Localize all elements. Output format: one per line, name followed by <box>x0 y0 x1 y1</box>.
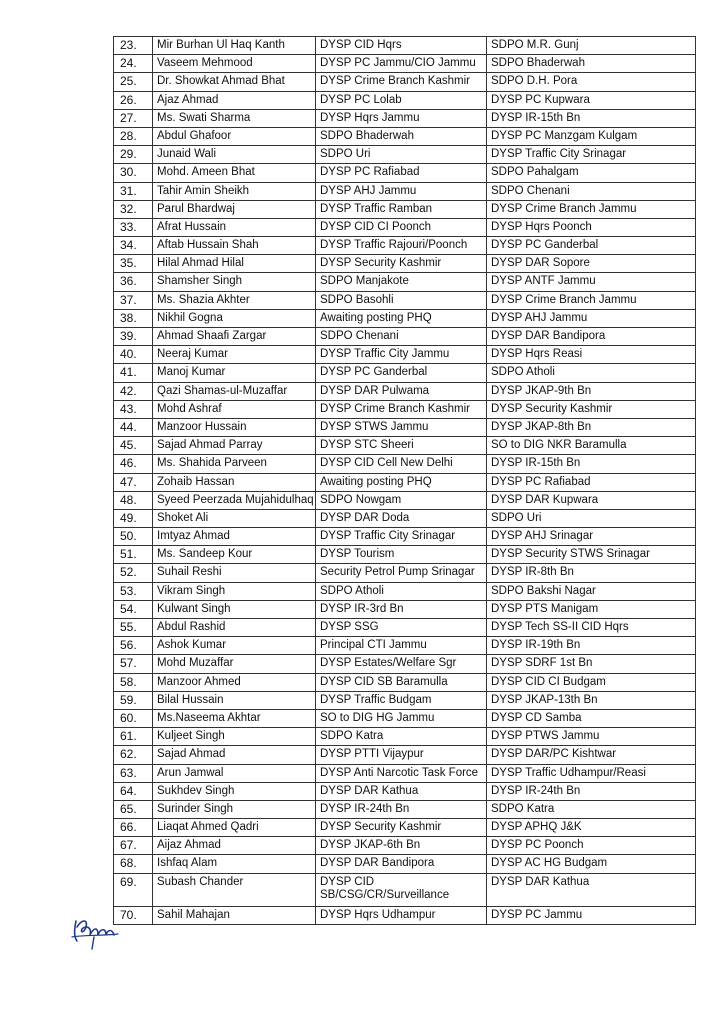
table-row <box>114 346 696 364</box>
present-posting: DYSP DAR Bandipora <box>316 855 487 873</box>
present-posting: DYSP Crime Branch Kashmir <box>316 400 487 418</box>
new-posting: SDPO Katra <box>487 800 696 818</box>
transfer-table <box>113 36 696 925</box>
table-row <box>114 764 696 782</box>
new-posting: DYSP PC Poonch <box>487 837 696 855</box>
serial-number: 51. <box>114 546 153 564</box>
new-posting: DYSP PC Manzgam Kulgam <box>487 127 696 145</box>
table-row <box>114 800 696 818</box>
new-posting: DYSP DAR Kupwara <box>487 491 696 509</box>
serial-number: 33. <box>114 218 153 236</box>
table-row <box>114 291 696 309</box>
serial-number: 52. <box>114 564 153 582</box>
new-posting: DYSP APHQ J&K <box>487 819 696 837</box>
officer-name: Mir Burhan Ul Haq Kanth <box>153 37 316 55</box>
table-row <box>114 364 696 382</box>
serial-number: 47. <box>114 473 153 491</box>
table-row <box>114 528 696 546</box>
new-posting: DYSP PC Ganderbal <box>487 237 696 255</box>
new-posting: SDPO M.R. Gunj <box>487 37 696 55</box>
table-row <box>114 473 696 491</box>
present-posting: DYSP Estates/Welfare Sgr <box>316 655 487 673</box>
present-posting: DYSP CID SB Baramulla <box>316 673 487 691</box>
serial-number: 41. <box>114 364 153 382</box>
officer-name: Arun Jamwal <box>153 764 316 782</box>
present-posting: DYSP DAR Doda <box>316 509 487 527</box>
new-posting: DYSP JKAP-8th Bn <box>487 418 696 436</box>
present-posting: DYSP Crime Branch Kashmir <box>316 73 487 91</box>
present-posting: DYSP DAR Kathua <box>316 782 487 800</box>
table-row <box>114 673 696 691</box>
table-row <box>114 546 696 564</box>
table-row <box>114 819 696 837</box>
serial-number: 63. <box>114 764 153 782</box>
table-row <box>114 637 696 655</box>
officer-name: Kuljeet Singh <box>153 728 316 746</box>
officer-name: Vaseem Mehmood <box>153 55 316 73</box>
new-posting: DYSP PC Kupwara <box>487 91 696 109</box>
serial-number: 45. <box>114 437 153 455</box>
serial-number: 42. <box>114 382 153 400</box>
officer-name: Aftab Hussain Shah <box>153 237 316 255</box>
serial-number: 48. <box>114 491 153 509</box>
table-row <box>114 109 696 127</box>
table-row <box>114 309 696 327</box>
new-posting: SDPO Chenani <box>487 182 696 200</box>
present-posting: DYSP SSG <box>316 619 487 637</box>
table-row <box>114 437 696 455</box>
officer-name: Aijaz Ahmad <box>153 837 316 855</box>
table-row <box>114 746 696 764</box>
new-posting: DYSP IR-19th Bn <box>487 637 696 655</box>
serial-number: 65. <box>114 800 153 818</box>
serial-number: 54. <box>114 600 153 618</box>
table-row <box>114 855 696 873</box>
serial-number: 53. <box>114 582 153 600</box>
table-row <box>114 91 696 109</box>
table-row <box>114 182 696 200</box>
transfer-table-body <box>114 37 696 925</box>
table-row <box>114 564 696 582</box>
table-row <box>114 455 696 473</box>
table-row <box>114 491 696 509</box>
officer-name: Abdul Ghafoor <box>153 127 316 145</box>
serial-number: 39. <box>114 328 153 346</box>
officer-name: Suhail Reshi <box>153 564 316 582</box>
present-posting: SDPO Bhaderwah <box>316 127 487 145</box>
new-posting: DYSP Traffic City Srinagar <box>487 146 696 164</box>
officer-name: Liaqat Ahmed Qadri <box>153 819 316 837</box>
serial-number: 27. <box>114 109 153 127</box>
officer-name: Mohd Muzaffar <box>153 655 316 673</box>
officer-name: Manzoor Ahmed <box>153 673 316 691</box>
serial-number: 31. <box>114 182 153 200</box>
serial-number: 69. <box>114 873 153 906</box>
table-row <box>114 873 696 906</box>
new-posting: DYSP Security Kashmir <box>487 400 696 418</box>
table-row <box>114 782 696 800</box>
new-posting: DYSP PC Jammu <box>487 906 696 924</box>
new-posting: DYSP PTS Manigam <box>487 600 696 618</box>
serial-number: 24. <box>114 55 153 73</box>
officer-name: Afrat Hussain <box>153 218 316 236</box>
officer-name: Bilal Hussain <box>153 691 316 709</box>
new-posting: SDPO Atholi <box>487 364 696 382</box>
officer-name: Manoj Kumar <box>153 364 316 382</box>
serial-number: 36. <box>114 273 153 291</box>
serial-number: 44. <box>114 418 153 436</box>
serial-number: 46. <box>114 455 153 473</box>
officer-name: Hilal Ahmad Hilal <box>153 255 316 273</box>
present-posting: DYSP STWS Jammu <box>316 418 487 436</box>
officer-name: Ms.Naseema Akhtar <box>153 709 316 727</box>
table-row <box>114 237 696 255</box>
serial-number: 38. <box>114 309 153 327</box>
serial-number: 56. <box>114 637 153 655</box>
officer-name: Sajad Ahmad Parray <box>153 437 316 455</box>
officer-name: Abdul Rashid <box>153 619 316 637</box>
present-posting: DYSP CID Hqrs <box>316 37 487 55</box>
present-posting: DYSP Traffic Rajouri/Poonch <box>316 237 487 255</box>
present-posting: DYSP PC Rafiabad <box>316 164 487 182</box>
officer-name: Vikram Singh <box>153 582 316 600</box>
serial-number: 40. <box>114 346 153 364</box>
new-posting: DYSP Tech SS-II CID Hqrs <box>487 619 696 637</box>
officer-name: Sajad Ahmad <box>153 746 316 764</box>
present-posting: DYSP PC Ganderbal <box>316 364 487 382</box>
table-row <box>114 906 696 924</box>
serial-number: 49. <box>114 509 153 527</box>
present-posting: DYSP Anti Narcotic Task Force <box>316 764 487 782</box>
present-posting: DYSP AHJ Jammu <box>316 182 487 200</box>
new-posting: DYSP AHJ Jammu <box>487 309 696 327</box>
serial-number: 67. <box>114 837 153 855</box>
present-posting: DYSP DAR Pulwama <box>316 382 487 400</box>
table-row <box>114 655 696 673</box>
serial-number: 55. <box>114 619 153 637</box>
present-posting: DYSP CID CI Poonch <box>316 218 487 236</box>
officer-name: Ahmad Shaafi Zargar <box>153 328 316 346</box>
officer-name: Junaid Wali <box>153 146 316 164</box>
officer-name: Manzoor Hussain <box>153 418 316 436</box>
table-row <box>114 218 696 236</box>
new-posting: DYSP CD Samba <box>487 709 696 727</box>
officer-name: Mohd Ashraf <box>153 400 316 418</box>
present-posting: DYSP Hqrs Jammu <box>316 109 487 127</box>
serial-number: 43. <box>114 400 153 418</box>
officer-name: Dr. Showkat Ahmad Bhat <box>153 73 316 91</box>
present-posting: SDPO Uri <box>316 146 487 164</box>
table-row <box>114 709 696 727</box>
serial-number: 37. <box>114 291 153 309</box>
present-posting: Principal CTI Jammu <box>316 637 487 655</box>
present-posting: SDPO Basohli <box>316 291 487 309</box>
officer-name: Imtyaz Ahmad <box>153 528 316 546</box>
table-row <box>114 582 696 600</box>
present-posting: DYSP PTTI Vijaypur <box>316 746 487 764</box>
serial-number: 28. <box>114 127 153 145</box>
officer-name: Syeed Peerzada Mujahidulhaq <box>153 491 316 509</box>
serial-number: 66. <box>114 819 153 837</box>
present-posting: SDPO Nowgam <box>316 491 487 509</box>
serial-number: 60. <box>114 709 153 727</box>
officer-name: Ashok Kumar <box>153 637 316 655</box>
serial-number: 59. <box>114 691 153 709</box>
table-row <box>114 273 696 291</box>
serial-number: 34. <box>114 237 153 255</box>
serial-number: 30. <box>114 164 153 182</box>
present-posting: DYSP CID Cell New Delhi <box>316 455 487 473</box>
new-posting: DYSP SDRF 1st Bn <box>487 655 696 673</box>
new-posting: DYSP Traffic Udhampur/Reasi <box>487 764 696 782</box>
new-posting: DYSP PTWS Jammu <box>487 728 696 746</box>
present-posting: DYSP Traffic Ramban <box>316 200 487 218</box>
present-posting: DYSP Security Kashmir <box>316 819 487 837</box>
officer-name: Shoket Ali <box>153 509 316 527</box>
present-posting: DYSP STC Sheeri <box>316 437 487 455</box>
new-posting: DYSP AC HG Budgam <box>487 855 696 873</box>
officer-name: Surinder Singh <box>153 800 316 818</box>
new-posting: DYSP IR-15th Bn <box>487 109 696 127</box>
table-row <box>114 509 696 527</box>
officer-name: Mohd. Ameen Bhat <box>153 164 316 182</box>
present-posting: SDPO Chenani <box>316 328 487 346</box>
serial-number: 64. <box>114 782 153 800</box>
signature-mark <box>68 907 122 951</box>
present-posting: SDPO Katra <box>316 728 487 746</box>
table-row <box>114 837 696 855</box>
present-posting: DYSP Traffic City Srinagar <box>316 528 487 546</box>
table-row <box>114 146 696 164</box>
new-posting: DYSP PC Rafiabad <box>487 473 696 491</box>
officer-name: Zohaib Hassan <box>153 473 316 491</box>
officer-name: Ms. Sandeep Kour <box>153 546 316 564</box>
officer-name: Qazi Shamas-ul-Muzaffar <box>153 382 316 400</box>
present-posting: DYSP PC Jammu/CIO Jammu <box>316 55 487 73</box>
new-posting: DYSP IR-24th Bn <box>487 782 696 800</box>
table-row <box>114 37 696 55</box>
serial-number: 23. <box>114 37 153 55</box>
present-posting: DYSP Traffic Budgam <box>316 691 487 709</box>
new-posting: DYSP CID CI Budgam <box>487 673 696 691</box>
new-posting: SDPO Bhaderwah <box>487 55 696 73</box>
new-posting: DYSP Hqrs Reasi <box>487 346 696 364</box>
serial-number: 57. <box>114 655 153 673</box>
officer-name: Tahir Amin Sheikh <box>153 182 316 200</box>
officer-name: Ishfaq Alam <box>153 855 316 873</box>
present-posting: SDPO Manjakote <box>316 273 487 291</box>
serial-number: 62. <box>114 746 153 764</box>
officer-name: Ajaz Ahmad <box>153 91 316 109</box>
table-row <box>114 164 696 182</box>
new-posting: DYSP ANTF Jammu <box>487 273 696 291</box>
present-posting: DYSP PC Lolab <box>316 91 487 109</box>
serial-number: 50. <box>114 528 153 546</box>
serial-number: 29. <box>114 146 153 164</box>
present-posting: SDPO Atholi <box>316 582 487 600</box>
present-posting: SO to DIG HG Jammu <box>316 709 487 727</box>
present-posting: Security Petrol Pump Srinagar <box>316 564 487 582</box>
table-row <box>114 418 696 436</box>
table-row <box>114 200 696 218</box>
officer-name: Shamsher Singh <box>153 273 316 291</box>
new-posting: DYSP IR-8th Bn <box>487 564 696 582</box>
serial-number: 70. <box>114 906 153 924</box>
present-posting: DYSP Traffic City Jammu <box>316 346 487 364</box>
new-posting: DYSP JKAP-9th Bn <box>487 382 696 400</box>
new-posting: DYSP Security STWS Srinagar <box>487 546 696 564</box>
new-posting: DYSP AHJ Srinagar <box>487 528 696 546</box>
present-posting: DYSP Hqrs Udhampur <box>316 906 487 924</box>
serial-number: 61. <box>114 728 153 746</box>
new-posting: SDPO Bakshi Nagar <box>487 582 696 600</box>
table-row <box>114 728 696 746</box>
table-row <box>114 691 696 709</box>
table-row <box>114 255 696 273</box>
new-posting: DYSP DAR Bandipora <box>487 328 696 346</box>
table-row <box>114 382 696 400</box>
new-posting: DYSP DAR Sopore <box>487 255 696 273</box>
table-row <box>114 600 696 618</box>
officer-name: Kulwant Singh <box>153 600 316 618</box>
officer-name: Neeraj Kumar <box>153 346 316 364</box>
table-row <box>114 400 696 418</box>
serial-number: 32. <box>114 200 153 218</box>
officer-name: Subash Chander <box>153 873 316 906</box>
table-row <box>114 73 696 91</box>
present-posting: DYSP CID SB/CSG/CR/Surveillance <box>316 873 487 906</box>
present-posting: DYSP JKAP-6th Bn <box>316 837 487 855</box>
serial-number: 26. <box>114 91 153 109</box>
present-posting: DYSP IR-3rd Bn <box>316 600 487 618</box>
serial-number: 58. <box>114 673 153 691</box>
table-row <box>114 328 696 346</box>
officer-name: Ms. Swati Sharma <box>153 109 316 127</box>
new-posting: DYSP Crime Branch Jammu <box>487 200 696 218</box>
officer-name: Sahil Mahajan <box>153 906 316 924</box>
new-posting: DYSP JKAP-13th Bn <box>487 691 696 709</box>
present-posting: DYSP Security Kashmir <box>316 255 487 273</box>
new-posting: SDPO Uri <box>487 509 696 527</box>
new-posting: DYSP DAR Kathua <box>487 873 696 906</box>
table-row <box>114 127 696 145</box>
present-posting: DYSP Tourism <box>316 546 487 564</box>
officer-name: Parul Bhardwaj <box>153 200 316 218</box>
new-posting: DYSP IR-15th Bn <box>487 455 696 473</box>
officer-name: Nikhil Gogna <box>153 309 316 327</box>
serial-number: 25. <box>114 73 153 91</box>
present-posting: DYSP IR-24th Bn <box>316 800 487 818</box>
new-posting: SO to DIG NKR Baramulla <box>487 437 696 455</box>
officer-name: Ms. Shazia Akhter <box>153 291 316 309</box>
present-posting: Awaiting posting PHQ <box>316 309 487 327</box>
serial-number: 35. <box>114 255 153 273</box>
new-posting: SDPO Pahalgam <box>487 164 696 182</box>
new-posting: DYSP Hqrs Poonch <box>487 218 696 236</box>
serial-number: 68. <box>114 855 153 873</box>
table-row <box>114 55 696 73</box>
new-posting: SDPO D.H. Pora <box>487 73 696 91</box>
officer-name: Sukhdev Singh <box>153 782 316 800</box>
new-posting: DYSP DAR/PC Kishtwar <box>487 746 696 764</box>
officer-name: Ms. Shahida Parveen <box>153 455 316 473</box>
new-posting: DYSP Crime Branch Jammu <box>487 291 696 309</box>
present-posting: Awaiting posting PHQ <box>316 473 487 491</box>
table-row <box>114 619 696 637</box>
